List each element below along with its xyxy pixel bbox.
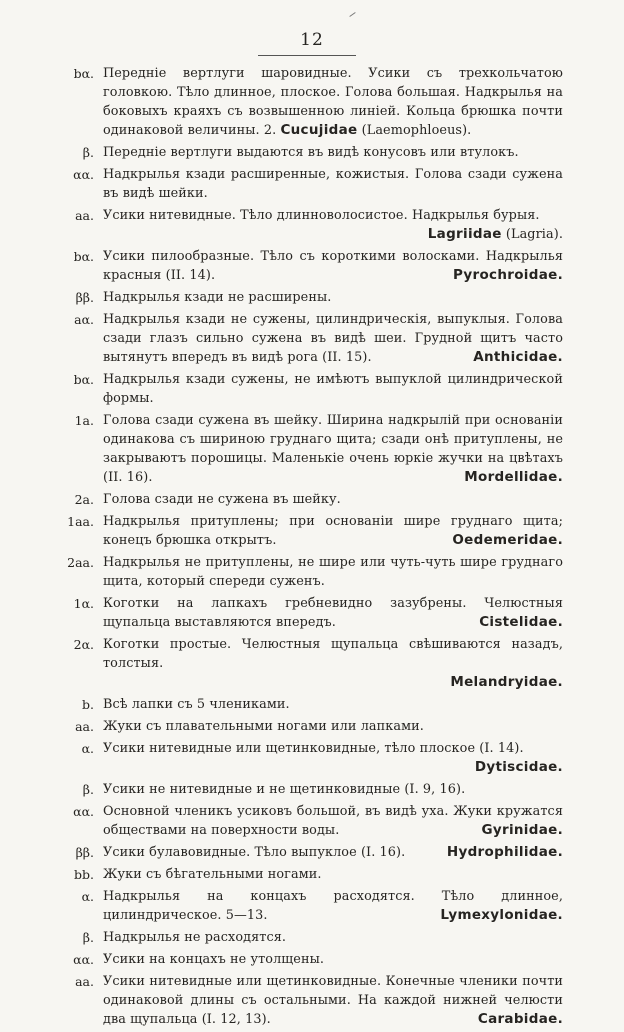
key-entry (0, 843, 624, 862)
entry-body (103, 594, 563, 632)
key-entry (0, 143, 624, 162)
family-name: Melandryidae. (450, 674, 563, 690)
entry-body (103, 887, 563, 925)
key-entry (0, 780, 624, 799)
key-entries (0, 64, 624, 1032)
entry-text: Надкрылья не расходятся. (103, 930, 287, 945)
entry-text: Надкрылья кзади не расширены. (103, 290, 332, 305)
key-entry (0, 635, 624, 692)
entry-key: β. (82, 930, 94, 945)
page-number-rule (258, 55, 356, 56)
entry-body (103, 370, 563, 408)
family-name: Mordellidae. (464, 469, 563, 485)
key-entry (0, 512, 624, 550)
key-entry (0, 247, 624, 285)
family-name: Lymexylonidae. (440, 907, 563, 923)
family-name: Gyrinidae. (481, 822, 563, 838)
entry-body (103, 411, 563, 487)
entry-key: 2aa. (67, 555, 94, 570)
key-entry (0, 972, 624, 1029)
entry-text: Усики нитевидные. Тѣло длинноволосистое. Надкрылья бурыя. (103, 208, 540, 223)
entry-key: α. (81, 889, 94, 904)
entry-key: α. (81, 741, 94, 756)
entry-text: Надкрылья кзади расширенные, кожистыя. Голова сзади сужена въ видѣ шейки. (103, 167, 563, 201)
family-name: Dytiscidae. (474, 759, 563, 775)
entry-body (103, 512, 563, 550)
entry-text: Коготки на лапкахъ гребневидно зазубрены. Челюстныя щупальца выставляются впередъ. (103, 596, 563, 630)
entry-key: 1α. (73, 596, 94, 611)
entry-key: aa. (75, 719, 94, 734)
family-note: (Lagria). (505, 227, 563, 242)
key-entry (0, 802, 624, 840)
entry-body (103, 717, 563, 736)
entry-key: bα. (73, 66, 94, 81)
key-entry (0, 165, 624, 203)
entry-key: β. (82, 782, 94, 797)
entry-body (103, 310, 563, 367)
entry-text: Усики нитевидные или щетинковидные, тѣло плоское (I. 14). (103, 741, 524, 756)
entry-text: Голова сзади сужена въ шейку. Ширина надкрылій при основаніи одинакова съ шириною груднаго щита; сзади онѣ притуплены, не закрываютъ порошицы. Маленькіе очень юркіе жучки на цвѣтахъ (II. 16). (103, 413, 563, 485)
key-entry (0, 887, 624, 925)
entry-key: ββ. (75, 845, 94, 860)
entry-text: Передніе вертлуги выдаются въ видѣ конусовъ или втулокъ. (103, 145, 519, 160)
entry-key: αα. (73, 167, 94, 182)
page-number: 12 (300, 30, 324, 50)
key-entry (0, 928, 624, 947)
entry-text: Передніе вертлуги шаровидные. Усики съ трехкольчатою головкою. Тѣло длинное, плоское. Голова большая. Надкрылья на боковыхъ краяхъ съ возвышенною линіей. Кольца брюшка почти одинаковой величины. 2. (103, 66, 563, 138)
family-line (103, 673, 563, 692)
key-entry (0, 739, 624, 777)
entry-text: Надкрылья на концахъ расходятся. Тѣло длинное, цилиндрическое. 5—13. (103, 889, 563, 923)
entry-text: Усики нитевидные или щетинковидные. Конечные членики почти одинаковой длины съ остальными. На каждой нижней челюсти два щупальца (I. 12, 13). (103, 974, 563, 1027)
key-entry (0, 695, 624, 714)
entry-text: Усики булавовидные. Тѣло выпуклое (I. 16). (103, 845, 406, 860)
key-entry (0, 370, 624, 408)
entry-body (103, 928, 563, 947)
entry-text: Основной членикъ усиковъ большой, въ видѣ уха. Жуки кружатся обществами на поверхности воды. (103, 804, 563, 838)
family-note: (Laemophloeus). (361, 123, 472, 138)
family-name: Cistelidae. (479, 614, 563, 630)
entry-key: aα. (74, 312, 94, 327)
entry-body (103, 64, 563, 140)
entry-text: Надкрылья притуплены; при основаніи шире груднаго щита; конецъ брюшка открытъ. (103, 514, 563, 548)
entry-text: Жуки съ бѣгательными ногами. (103, 867, 322, 882)
key-entry (0, 64, 624, 140)
entry-key: bα. (73, 249, 94, 264)
entry-body (103, 288, 563, 307)
family-name: Anthicidae. (473, 349, 563, 365)
entry-text: Жуки съ плавательными ногами или лапками. (103, 719, 424, 734)
family-name: Pyrochroidae. (452, 267, 563, 283)
key-entry (0, 411, 624, 487)
family-name: Lagriidae (427, 226, 502, 242)
entry-body (103, 802, 563, 840)
entry-key: bb. (74, 867, 94, 882)
entry-body (103, 865, 563, 884)
entry-text: Усики пилообразные. Тѣло съ короткими волосками. Надкрылья красныя (II. 14). (103, 249, 563, 283)
entry-body (103, 972, 563, 1029)
key-entry (0, 553, 624, 591)
key-entry (0, 717, 624, 736)
entry-key: 1aa. (67, 514, 94, 529)
entry-text: Усики на концахъ не утолщены. (103, 952, 325, 967)
entry-key: bα. (73, 372, 94, 387)
entry-text: Голова сзади не сужена въ шейку. (103, 492, 341, 507)
entry-key: 1a. (74, 413, 94, 428)
entry-key: αα. (73, 952, 94, 967)
entry-key: 2α. (73, 637, 94, 652)
entry-body (103, 247, 563, 285)
entry-text: Всѣ лапки съ 5 члениками. (103, 697, 290, 712)
key-entry (0, 865, 624, 884)
key-entry (0, 288, 624, 307)
family-name: Oedemeridae. (452, 532, 563, 548)
entry-body (103, 739, 563, 777)
family-name: Cucujidae (280, 122, 358, 138)
family-line (103, 758, 563, 777)
entry-text: Коготки простые. Челюстныя щупальца свѣшиваются назадъ, толстыя. (103, 637, 563, 671)
entry-key: ββ. (75, 290, 94, 305)
entry-body (103, 843, 563, 862)
key-entry (0, 594, 624, 632)
entry-text: Надкрылья кзади сужены, не имѣютъ выпуклой цилиндрической формы. (103, 372, 563, 406)
entry-body (103, 780, 563, 799)
entry-text: Усики не нитевидные и не щетинковидные (I. 9, 16). (103, 782, 466, 797)
entry-key: β. (82, 145, 94, 160)
entry-key: b. (82, 697, 94, 712)
key-entry (0, 310, 624, 367)
entry-body (103, 490, 563, 509)
key-entry (0, 206, 624, 244)
family-name: Carabidae. (477, 1011, 563, 1027)
entry-key: aa. (75, 208, 94, 223)
print-speck (349, 12, 355, 17)
key-entry (0, 490, 624, 509)
entry-body (103, 143, 563, 162)
entry-key: αα. (73, 804, 94, 819)
family-line (103, 225, 563, 244)
entry-text: Надкрылья не притуплены, не шире или чуть-чуть шире груднаго щита, который спереди суженъ. (103, 555, 563, 589)
entry-body (103, 695, 563, 714)
entry-body (103, 553, 563, 591)
entry-text: Надкрылья кзади не сужены, цилиндрическія, выпуклыя. Голова сзади глазъ сильно сужена въ видѣ шеи. Грудной щитъ часто вытянутъ впередъ въ видѣ рога (II. 15). (103, 312, 563, 365)
entry-body (103, 165, 563, 203)
family-name: Hydrophilidae. (446, 844, 563, 860)
entry-body (103, 206, 563, 244)
entry-key: 2a. (74, 492, 94, 507)
entry-key: aa. (75, 974, 94, 989)
entry-body (103, 635, 563, 692)
